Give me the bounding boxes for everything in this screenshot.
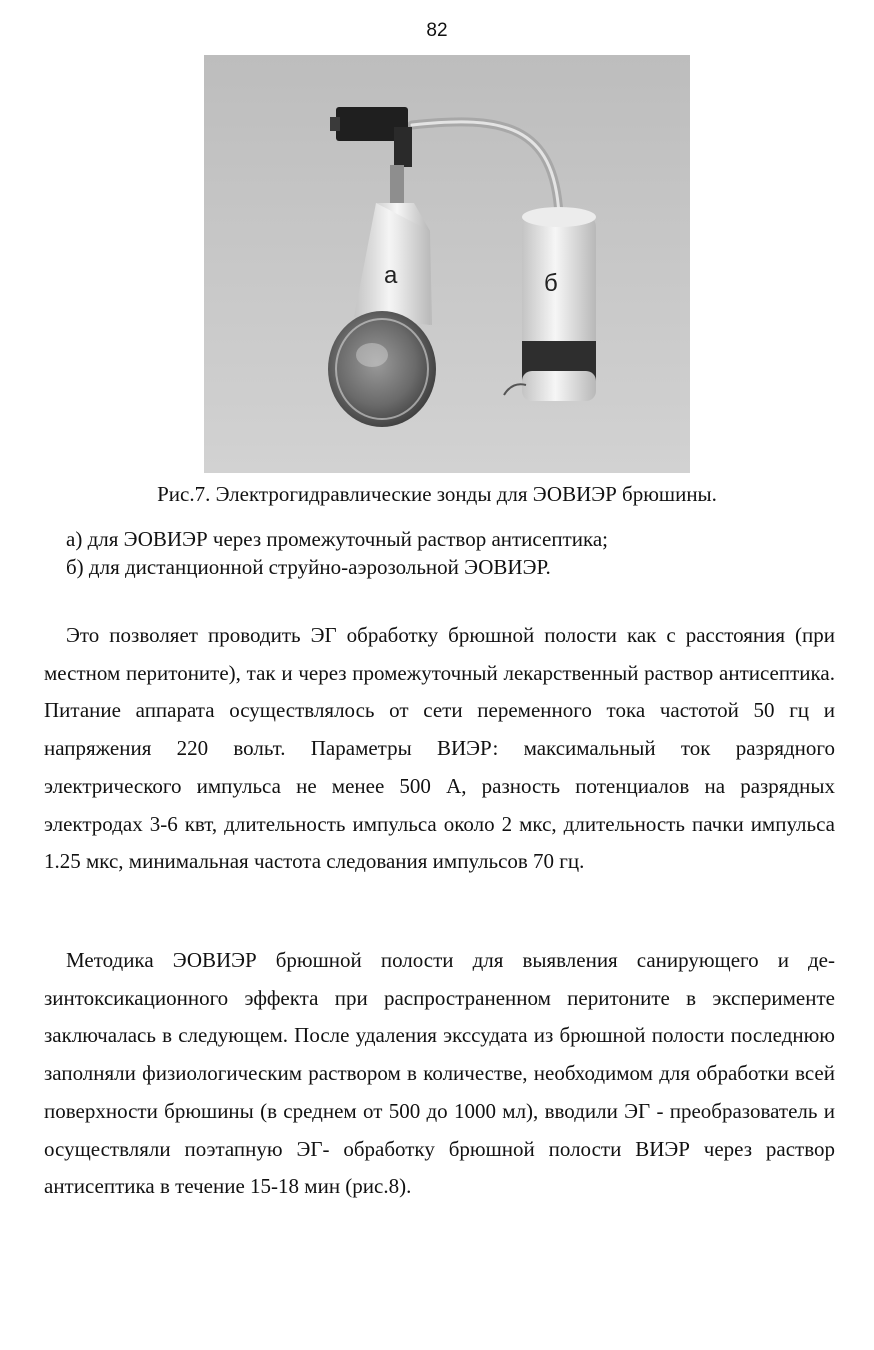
figure-photo xyxy=(204,55,690,473)
photo-background xyxy=(204,55,690,473)
body-paragraph-2: Методика ЭОВИЭР брюшной полости для выявления санирующего и дезинтоксикационного эффекта при распространенном перитоните в эксперименте заключалась в следующем. После удаления экссудата из брюшной полости последнюю заполняли физиологическим раствором в количестве, необходимом для обработки всей поверхности брюшины (в среднем от 500 до 1000 мл), вводили ЭГ - преобразователь и осуществляли поэтапную ЭГ- обработку брюшной полости ВИЭР через раствор антисептика в течение 15-18 мин (рис.8). xyxy=(44,948,835,1199)
probe-b-label: б xyxy=(544,270,558,297)
body-paragraph-1: Это позволяет проводить ЭГ обработку брюшной полости как с расстояния (при местном перитоните), так и через промежуточный лекарственный раствор антисептика. Питание аппарата осуществлялось от сети переменного тока частотой 50 гц и напряжения 220 вольт. Параметры ВИЭР: максимальный ток разрядного электрического импульса не менее 500 А, разность потенциалов на разрядных электродах 3-6 квт, длительность импульса около 2 мкс, длительность пачки импульса 1.25 мкс, минимальная частота следования импульсов 70 гц. xyxy=(44,623,835,874)
figure-subcaption-a: а) для ЭОВИЭР через промежуточный раствор антисептика; xyxy=(66,527,609,551)
probe-a-label: а xyxy=(384,262,398,289)
figure-subcaption-b: б) для дистанционной струйно-аэрозольной ЭОВИЭР. xyxy=(66,555,551,579)
figure-caption: Рис.7. Электрогидравлические зонды для ЭОВИЭР брюшины. xyxy=(157,482,717,506)
page-number: 82 xyxy=(426,20,448,41)
